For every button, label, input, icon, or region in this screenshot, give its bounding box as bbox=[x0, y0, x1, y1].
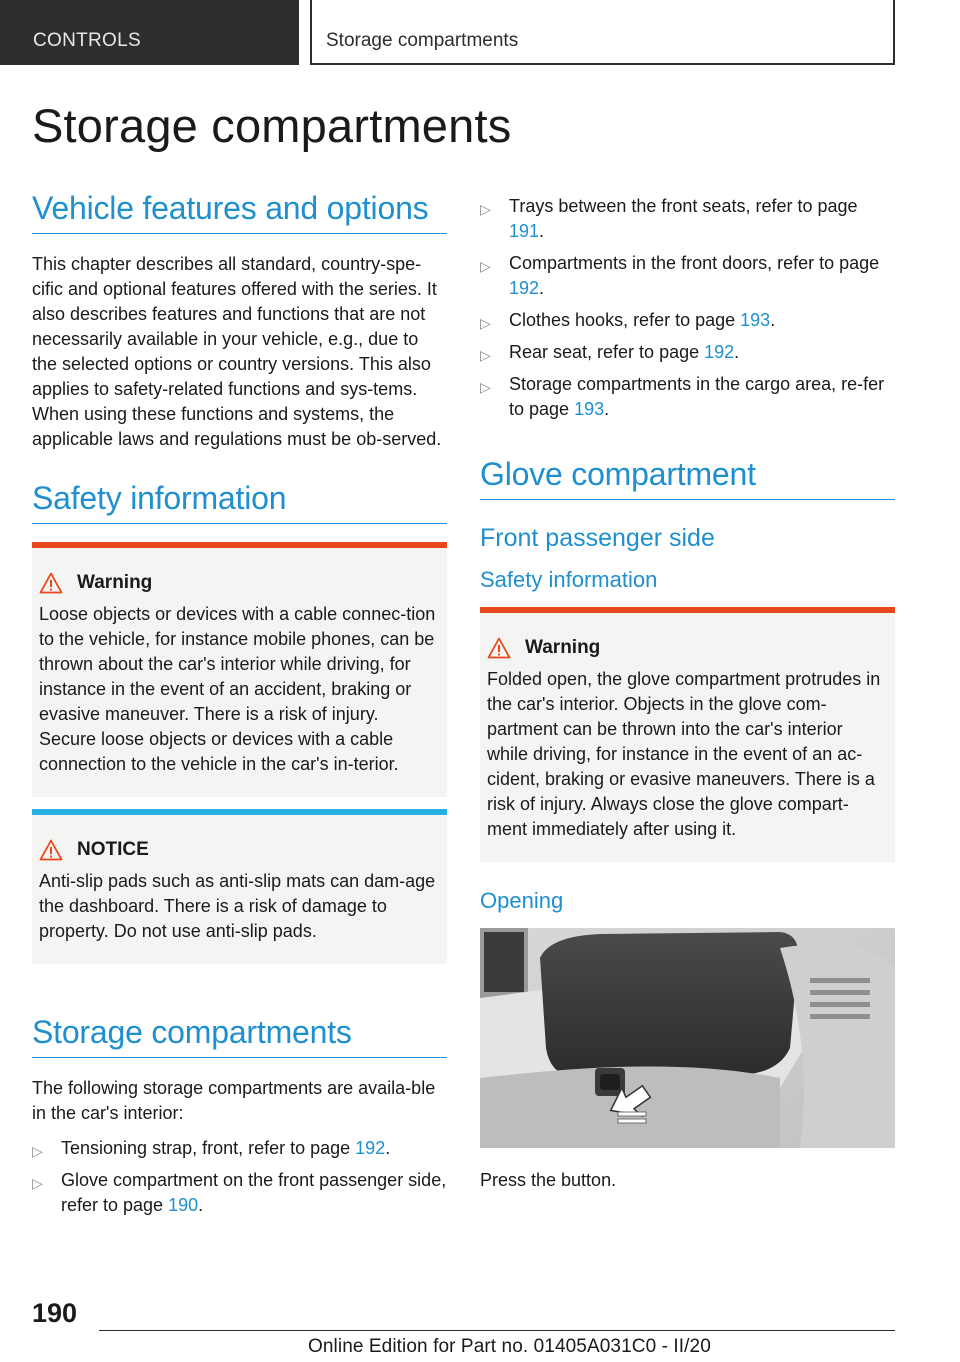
glove-heading: Glove compartment bbox=[480, 456, 895, 500]
footer-divider bbox=[99, 1330, 895, 1331]
notice-triangle-icon bbox=[39, 839, 63, 861]
opening-caption: Press the button. bbox=[480, 1170, 617, 1190]
bullet-triangle-icon: ▷ bbox=[480, 347, 491, 363]
page-title: Storage compartments bbox=[32, 99, 512, 152]
page-link[interactable]: 192 bbox=[355, 1138, 386, 1158]
page-number: 190 bbox=[32, 1298, 78, 1328]
list-item: ▷ Trays between the front seats, refer to page 191. bbox=[480, 196, 858, 241]
footer-edition: Online Edition for Part no. 01405A031C0 - II/20 bbox=[308, 1336, 711, 1357]
bullet-triangle-icon: ▷ bbox=[480, 315, 491, 331]
page-link[interactable]: 191 bbox=[509, 221, 540, 241]
glove-safety-heading: Safety information bbox=[480, 567, 658, 592]
warning-triangle-icon bbox=[39, 572, 63, 594]
header-section bbox=[0, 0, 299, 65]
front-passenger-heading: Front passenger side bbox=[480, 524, 715, 552]
bullet-triangle-icon: ▷ bbox=[480, 201, 491, 217]
safety-heading: Safety information bbox=[32, 480, 447, 524]
glove-warning-text: Folded open, the glove compartment protrudes in the car's interior. Objects in the glove com-partment can be thrown into the car's interior while driving, for instance in the event of an ac-cident, braking or evasive maneuvers. There is a risk of injury. Always close the glove compart-ment immediately after using it. bbox=[487, 669, 881, 839]
warning-text: Loose objects or devices with a cable connec-tion to the vehicle, for instance mobile phones, can be thrown about the car's interior while driving, for instance in the event of an accident, braking or evasive maneuver. There is a risk of injury. Secure loose objects or devices with a cable connection to the vehicle in the car's in-terior. bbox=[39, 604, 436, 774]
page-link[interactable]: 192 bbox=[704, 342, 735, 362]
bullet-triangle-icon: ▷ bbox=[32, 1175, 43, 1191]
notice-text: Anti-slip pads such as anti-slip mats can dam-age the dashboard. There is a risk of damage to property. Do not use anti-slip pads. bbox=[39, 871, 436, 941]
vehicle-features-heading: Vehicle features and options bbox=[32, 190, 447, 234]
bullet-triangle-icon: ▷ bbox=[480, 258, 491, 274]
list-item: ▷ Tensioning strap, front, refer to page 192. bbox=[32, 1136, 447, 1161]
page-link[interactable]: 192 bbox=[509, 278, 540, 298]
left-column bbox=[32, 190, 447, 1238]
opening-heading: Opening bbox=[480, 888, 564, 913]
glove-warning-title: Warning bbox=[525, 637, 601, 658]
glove-compartment-photo bbox=[480, 928, 895, 1148]
storage-heading: Storage compartments bbox=[32, 1014, 447, 1058]
warning-title: Warning bbox=[77, 572, 153, 593]
warning-triangle-icon bbox=[487, 637, 511, 659]
storage-intro: The following storage compartments are availa-ble in the car's interior: bbox=[32, 1078, 436, 1123]
list-item: ▷ Clothes hooks, refer to page 193. bbox=[480, 308, 895, 333]
page-link[interactable]: 190 bbox=[168, 1195, 199, 1215]
bullet-triangle-icon: ▷ bbox=[32, 1143, 43, 1159]
notice-box bbox=[32, 809, 447, 964]
glove-warning-box bbox=[480, 607, 895, 862]
list-item: ▷ Rear seat, refer to page 192. bbox=[480, 340, 895, 365]
page-link[interactable]: 193 bbox=[574, 399, 605, 419]
page-link[interactable]: 193 bbox=[740, 310, 771, 330]
list-item: ▷ Compartments in the front doors, refer to page 192. bbox=[480, 253, 880, 298]
warning-box bbox=[32, 542, 447, 797]
bullet-triangle-icon: ▷ bbox=[480, 379, 491, 395]
storage-list-left bbox=[32, 1136, 447, 1218]
header-chapter bbox=[310, 0, 895, 65]
storage-list-right bbox=[480, 194, 895, 422]
header-section-label: CONTROLS bbox=[33, 30, 141, 51]
vehicle-features-text: This chapter describes all standard, country-spe-cific and optional features offered with the series. It also describes features and functions that are not necessarily available in your vehicle, e.g., due to the selected options or country versions. This also applies to safety-related functions and sys-tems. When using these functions and systems, the applicable laws and regulations must be ob-served. bbox=[32, 254, 442, 449]
right-column bbox=[480, 194, 895, 1221]
list-item: ▷ Glove compartment on the front passenger side, refer to page 190. bbox=[32, 1170, 447, 1215]
list-item: ▷ Storage compartments in the cargo area, re-fer to page 193. bbox=[480, 374, 885, 419]
header-chapter-label: Storage compartments bbox=[326, 30, 519, 51]
notice-title: NOTICE bbox=[77, 839, 149, 860]
